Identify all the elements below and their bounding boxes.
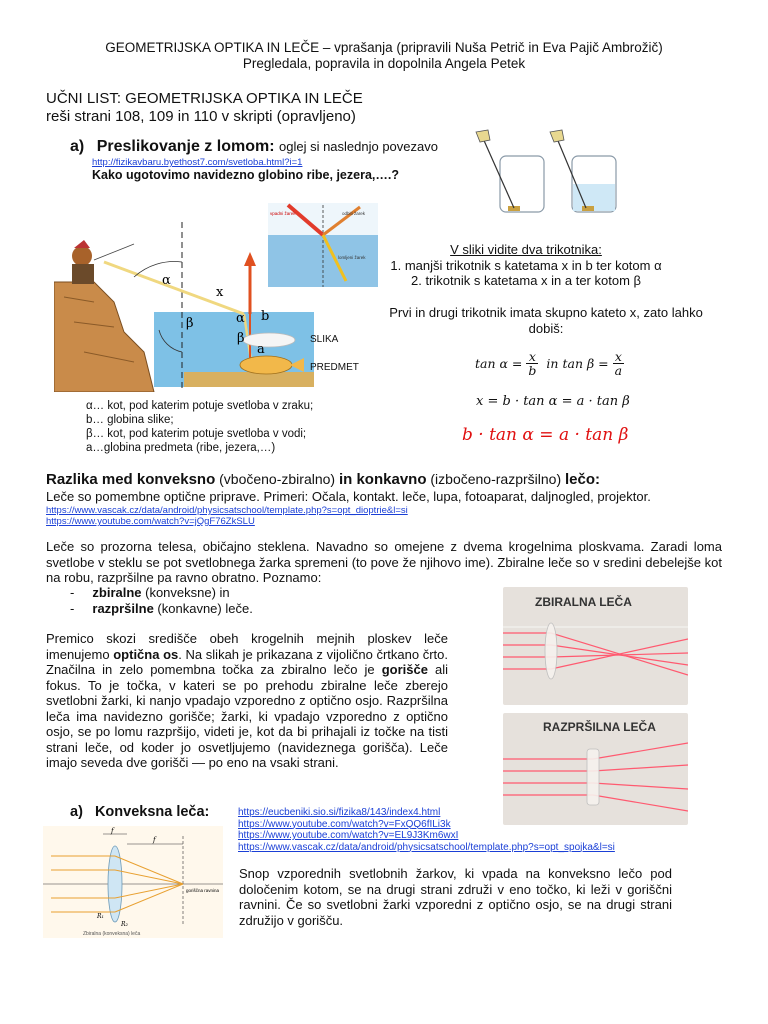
vascak-spojka-link[interactable]: https://www.vascak.cz/data/android/physicsatschool/template.php?s=opt_spojka&l=si <box>238 841 615 853</box>
refraction-label-incident: vpadni žarek <box>270 211 296 216</box>
fig-beta-inner: β <box>237 331 245 346</box>
optical-axis-term: optična os <box>113 646 179 662</box>
section-a-marker: a) <box>70 138 85 155</box>
worksheet-title-block <box>46 90 363 126</box>
section-a-heading <box>70 138 438 156</box>
formula-tan-alpha: tan α = <box>475 356 523 371</box>
formula-in: in <box>546 356 559 371</box>
heading-part-3: in konkavno <box>338 471 427 488</box>
fig-b-label: b <box>261 309 270 324</box>
worksheet-subtitle: reši strani 108, 109 in 110 v skripti (opravljeno) <box>46 108 356 125</box>
fizikavbaru-link[interactable]: http://fizikavbaru.byethost7.com/svetloba.html?i=1 <box>92 157 303 168</box>
triangles-intro: V sliki vidite dva trikotnika: <box>450 242 602 257</box>
list-item-bold: zbiralne <box>92 585 142 600</box>
legend-beta: β… kot, pod katerim potuje svetloba v vodi; <box>86 428 307 440</box>
focus-term: gorišče <box>381 662 428 677</box>
convex-links <box>238 807 615 853</box>
convex-fig-r2: R₂ <box>121 921 128 928</box>
beakers-illustration <box>468 126 618 218</box>
lens-paragraph-1: Leče so prozorna telesa, običajno steklena. Navadno so omejene z dvema krogelnima ploskvama. Zaradi loma svetlobe v steklu se pot svetlobnega žarka spremeni (to pove že njihovo ime). Zbiralne leče so v sredini debelejše kot na robu, razpršilne pa ravno obratno. Poznamo: <box>46 539 722 585</box>
converging-lens-photo-title: ZBIRALNA LEČA <box>535 595 632 609</box>
formula-result: b · tan α = a · tan β <box>462 425 629 445</box>
label-image: SLIKA <box>310 334 339 345</box>
youtube-link-1[interactable]: https://www.youtube.com/watch?v=FxQQ6fILi3k <box>238 818 451 830</box>
convex-fig-r1: R₁ <box>97 913 104 920</box>
triangles-block <box>386 242 666 289</box>
convex-marker: a) <box>70 804 83 820</box>
section-a-title: Preslikovanje z lomom: <box>96 138 275 155</box>
header-line-2: Pregledala, popravila in dopolnila Angela Petek <box>242 56 526 71</box>
list-item-rest: (konveksne) in <box>141 585 230 600</box>
lens-types-list <box>70 585 253 616</box>
p2-text-e: ali fokus. To je točka, v kateri se po prehodu zbiralne leče zberejo svetlobni žarki, ki nanjo vpadajo vzporedno z optično osjo. Razpršilna leča ima navidezno gorišče; žarki, ki vpadajo vzporedno z optično osjo, se po lomu razpršijo, videti je, kot da bi prihajali iz točke na tisti strani leče, od koder jo osvetljujemo (navideznega gorišča). Leče imajo seveda dve gorišči — po eno na vsaki strani. <box>46 662 448 770</box>
fig-beta-outer: β <box>186 316 194 331</box>
depth-question: Kako ugotovimo navidezno globino ribe, jezera,….? <box>92 168 399 182</box>
legend-b: b… globina slike; <box>86 414 174 426</box>
heading-part-1: Razlika med konveksno <box>46 471 216 488</box>
formula-tangents <box>475 350 628 377</box>
shared-cathetus: Prvi in drugi trikotnik imata skupno kateto x, zato lahko dobiš: <box>389 305 703 336</box>
lens-section-heading <box>46 471 600 488</box>
fig-alpha-outer: α <box>162 273 171 288</box>
formula-x: x = b · tan α = a · tan β <box>476 394 630 409</box>
list-item: - razpršilne (konkavne) leče. <box>70 600 253 616</box>
formula-den-2: a <box>614 363 623 378</box>
formula-num-1: x <box>528 349 536 364</box>
beaker-empty <box>476 130 544 212</box>
convex-fig-f1: f <box>111 827 114 835</box>
convex-fig-f2: f <box>153 836 156 844</box>
lens-paragraph-2 <box>46 631 448 771</box>
formula-num-2: x <box>614 349 622 364</box>
angle-legend <box>86 399 313 455</box>
convex-fig-focal: goriščna ravnina <box>186 888 220 893</box>
convex-heading <box>70 804 209 820</box>
header-line-1: GEOMETRIJSKA OPTIKA IN LEČE – vprašanja (pripravili Nuša Petrič in Eva Pajič Ambrožič) <box>105 40 663 55</box>
legend-a: a…globina predmeta (ribe, jezera,…) <box>86 442 276 454</box>
lens-intro: Leče so pomembne optične priprave. Primeri: Očala, kontakt. leče, lupa, fotoaparat, daljnogled, projektor. <box>46 489 651 504</box>
label-object: PREDMET <box>310 362 359 373</box>
section-a-note: oglej si naslednjo povezavo <box>278 139 438 154</box>
formula-tan-beta: tan β = <box>562 356 609 371</box>
eucbeniki-link[interactable]: https://eucbeniki.sio.si/fizika8/143/index4.html <box>238 807 441 818</box>
converging-lens-rays <box>503 587 688 705</box>
list-item-rest: (konkavne) leče. <box>153 600 253 616</box>
fig-x-label: x <box>216 285 224 300</box>
beaker-with-water <box>550 130 616 212</box>
fig-a-label: a <box>257 342 265 357</box>
list-item-bold: razpršilne <box>92 600 154 616</box>
refraction-label-refracted: lomljeni žarek <box>338 255 366 260</box>
formula-den-1: b <box>528 363 537 378</box>
triangle-item-2: 2. trikotnik s katetama x in a ter kotom β <box>410 273 641 288</box>
convex-title: Konveksna leča: <box>94 804 210 820</box>
vascak-dioptrie-link[interactable]: https://www.vascak.cz/data/android/physicsatschool/template.php?s=opt_dioptrie&l=si <box>46 505 408 516</box>
convex-fig-caption: Zbiralna (konveksna) leča <box>83 931 141 937</box>
fisherman-diagram <box>54 222 314 392</box>
heading-part-4: (izbočeno-razpršilno) <box>426 471 565 487</box>
document-header <box>0 40 768 72</box>
converging-lens-photo <box>503 587 688 705</box>
list-item: - zbiralne (konveksne) in <box>70 585 230 600</box>
convex-paragraph: Snop vzporednih svetlobnih žarkov, ki vpada na konveksno lečo pod določenim kotom, se na drugi strani združi v eno točko, ki leži v goriščni ravnini. Če so svetlobni žarki vzporedni z optično osjo, se na drugi strani združijo v gorišču. <box>239 866 672 928</box>
diverging-lens-photo-title: RAZPRŠILNA LEČA <box>543 720 656 734</box>
fig-alpha-inner: α <box>236 311 245 326</box>
heading-part-5: lečo: <box>565 471 601 488</box>
refraction-label-reflected: odbiti žarek <box>342 211 366 216</box>
heading-part-2: (vbočeno-zbiralno) <box>215 471 339 487</box>
youtube-lens-link[interactable]: https://www.youtube.com/watch?v=jQgF76ZkSLU <box>46 516 255 527</box>
youtube-link-2[interactable]: https://www.youtube.com/watch?v=EL9J3Km6wxI <box>238 830 459 841</box>
convex-lens-diagram <box>43 826 223 938</box>
fisherman <box>72 240 94 284</box>
p2-text-c: . Na slikah je prikazana z vijolično črtkano črto. Značilna in zelo pomembna točka za zbiralno lečo je <box>46 646 448 677</box>
p2-text-a: Premico skozi središče obeh krogelnih mejnih ploskev leče imenujemo <box>46 631 448 662</box>
legend-alpha: α… kot, pod katerim potuje svetloba v zraku; <box>86 400 314 412</box>
worksheet-title: UČNI LIST: GEOMETRIJSKA OPTIKA IN LEČE <box>46 90 363 107</box>
triangle-item-1: 1. manjši trikotnik s katetama x in b ter kotom α <box>390 257 662 273</box>
